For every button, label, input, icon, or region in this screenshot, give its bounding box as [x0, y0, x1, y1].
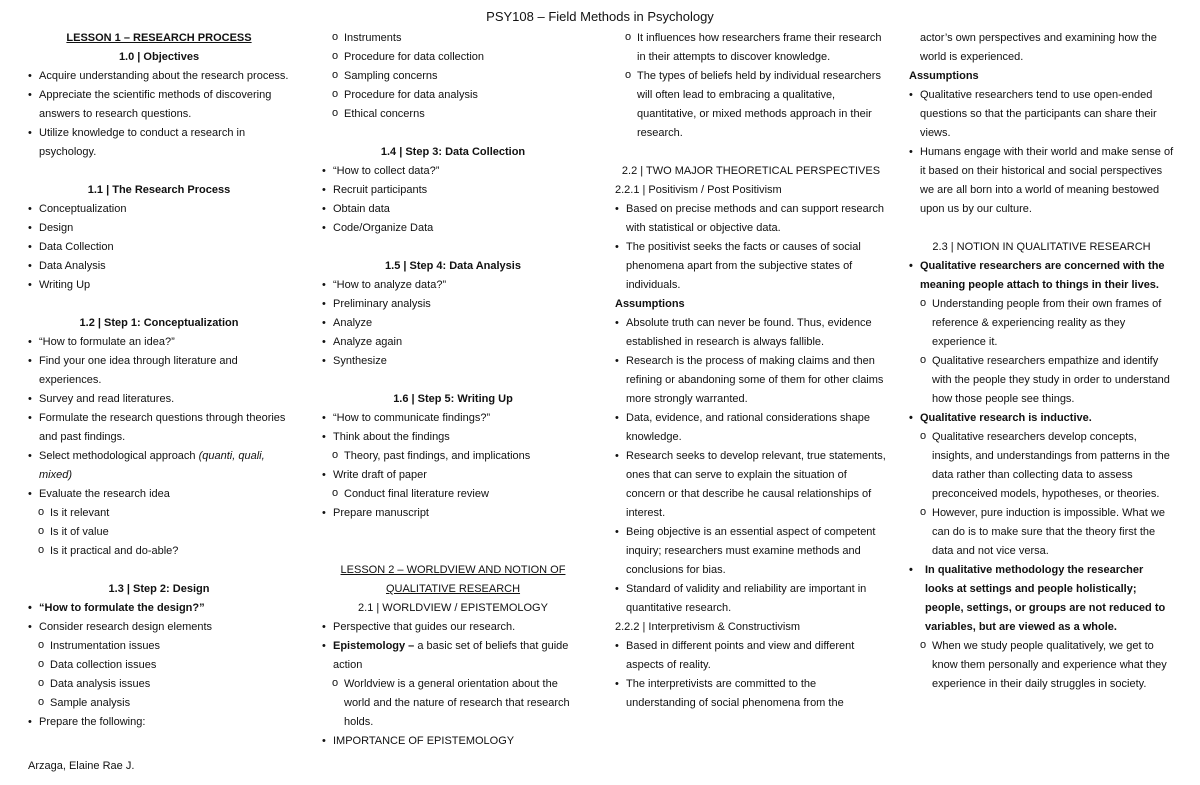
- sub-list-item: o It influences how researchers frame their research in their attempts to discover knowledge.: [615, 29, 887, 67]
- epistemology-sub-list: [615, 29, 887, 143]
- list-item: • The interpretivists are committed to the understanding of social phenomena from the: [615, 675, 887, 713]
- select-approach-text: Select methodological approach: [39, 450, 199, 462]
- sub-list-item: o Sample analysis: [28, 694, 290, 713]
- sub-list-item: o Instrumentation issues: [28, 637, 290, 656]
- column-1: [28, 29, 290, 732]
- list-item: • Absolute truth can never be found. Thus, evidence established in research is always fallible.: [615, 314, 887, 352]
- list-item: • Code/Organize Data: [322, 219, 584, 238]
- approach-types: (quanti, quali, mixed): [39, 450, 265, 481]
- author-name: Arzaga, Elaine Rae J.: [28, 760, 135, 772]
- section-1-0-heading: 1.0 | Objectives: [118, 51, 200, 63]
- section-1-1-heading: 1.1 | The Research Process: [87, 184, 231, 196]
- list-item: • Write draft of paper: [322, 466, 584, 485]
- process-list: [28, 200, 290, 295]
- worldview-list: [322, 618, 584, 751]
- sub-list-item: o When we study people qualitatively, we get to know them personally and experience what they experience in their daily struggles in society.: [920, 637, 1174, 694]
- list-item: • Consider research design elements: [28, 618, 290, 637]
- section-2-2-2-heading: 2.2.2 | Interpretivism & Constructivism: [615, 621, 801, 633]
- list-item: • Research is the process of making claims and then refining or abandoning some of them for other claims more strongly warranted.: [615, 352, 887, 409]
- list-item: • Recruit participants: [322, 181, 584, 200]
- list-item: • Analyze: [322, 314, 584, 333]
- sub-list-item: o Ethical concerns: [322, 105, 584, 124]
- list-item: • “How to analyze data?”: [322, 276, 584, 295]
- prepare-sub-list: [322, 29, 584, 124]
- list-item: • Analyze again: [322, 333, 584, 352]
- section-1-6-heading: 1.6 | Step 5: Writing Up: [393, 393, 513, 405]
- sub-list-item: o Is it relevant: [28, 504, 290, 523]
- list-item: • Prepare manuscript: [322, 504, 584, 523]
- sub-list-item: o Data analysis issues: [28, 675, 290, 694]
- sub-list-item: o Procedure for data analysis: [322, 86, 584, 105]
- list-item: • Based on precise methods and can support research with statistical or objective data.: [615, 200, 887, 238]
- epistemology-definition: a basic set of beliefs that guide action: [333, 640, 569, 671]
- qualitative-notion-list: [909, 257, 1174, 694]
- list-item: • Formulate the research questions through theories and past findings.: [28, 409, 290, 447]
- list-item: • Evaluate the research idea: [28, 485, 290, 504]
- sub-list-item: o Qualitative researchers empathize and identify with the people they study in order to understand how those people see things.: [920, 352, 1174, 409]
- lesson-1-heading: LESSON 1 – RESEARCH PROCESS: [66, 32, 252, 44]
- list-item: • Synthesize: [322, 352, 584, 371]
- list-item: • In qualitative methodology the researcher looks at settings and people holistically; people, settings, or groups are not reduced to variables, but are viewed as a whole.: [909, 561, 1174, 637]
- assumptions-heading: Assumptions: [909, 70, 979, 82]
- list-item: • “How to collect data?”: [322, 162, 584, 181]
- list-item: • Data Collection: [28, 238, 290, 257]
- conceptualization-list: [28, 333, 290, 561]
- list-item: • Based in different points and view and different aspects of reality.: [615, 637, 887, 675]
- list-item: • Find your one idea through literature and experiences.: [28, 352, 290, 390]
- list-item: • Design: [28, 219, 290, 238]
- section-2-3-heading: 2.3 | NOTION IN QUALITATIVE RESEARCH: [932, 241, 1151, 253]
- continued-text: actor’s own perspectives and examining how the world is experienced.: [920, 32, 1157, 63]
- sub-list-item: o Theory, past findings, and implications: [322, 447, 584, 466]
- column-2: [322, 29, 584, 751]
- positivism-list: [615, 200, 887, 295]
- list-item: • Humans engage with their world and make sense of it based on their historical and social perspectives we are all born into a world of meaning bestowed upon us by our culture.: [909, 143, 1174, 219]
- column-4: [909, 29, 1174, 694]
- sub-list-item: o Is it practical and do-able?: [28, 542, 290, 561]
- section-1-5-heading: 1.5 | Step 4: Data Analysis: [385, 260, 521, 272]
- positivism-assumptions-list: [615, 314, 887, 618]
- interpretivism-assumptions-list: [909, 86, 1174, 219]
- list-item: • Think about the findings: [322, 428, 584, 447]
- epistemology-term: Epistemology –: [333, 640, 418, 652]
- list-item: • Conceptualization: [28, 200, 290, 219]
- section-1-2-heading: 1.2 | Step 1: Conceptualization: [79, 317, 239, 329]
- interpretivism-list: [615, 637, 887, 713]
- list-item: • Prepare the following:: [28, 713, 290, 732]
- list-item: • IMPORTANCE OF EPISTEMOLOGY: [322, 732, 584, 751]
- list-item: • Acquire understanding about the research process.: [28, 67, 290, 86]
- collection-list: [322, 162, 584, 238]
- sub-list-item: o Worldview is a general orientation about the world and the nature of research that research holds.: [322, 675, 584, 732]
- list-item: • Qualitative research is inductive.: [909, 409, 1174, 428]
- writing-list: [322, 409, 584, 523]
- sub-list-item: o The types of beliefs held by individual researchers will often lead to embracing a qualitative, quantitative, or mixed methods approach in their research.: [615, 67, 887, 143]
- column-3: [615, 29, 887, 713]
- page-title: PSY108 – Field Methods in Psychology: [486, 9, 714, 24]
- list-item: • Research seeks to develop relevant, true statements, ones that can serve to explain the situation of concern or that describe he causal relationships of interest.: [615, 447, 887, 523]
- list-item: • Standard of validity and reliability are important in quantitative research.: [615, 580, 887, 618]
- sub-list-item: o Is it of value: [28, 523, 290, 542]
- list-item: • Being objective is an essential aspect of competent inquiry; researchers must examine methods and conclusions for bias.: [615, 523, 887, 580]
- list-item: • Qualitative researchers tend to use open-ended questions so that the participants can share their views.: [909, 86, 1174, 143]
- list-item: • Writing Up: [28, 276, 290, 295]
- list-item: • The positivist seeks the facts or causes of social phenomena apart from the subjective states of individuals.: [615, 238, 887, 295]
- design-list: [28, 599, 290, 732]
- section-2-2-1-heading: 2.2.1 | Positivism / Post Positivism: [615, 184, 782, 196]
- list-item: • “How to communicate findings?”: [322, 409, 584, 428]
- list-item: • Appreciate the scientific methods of discovering answers to research questions.: [28, 86, 290, 124]
- objectives-list: [28, 67, 290, 162]
- analysis-list: [322, 276, 584, 371]
- list-item: • Survey and read literatures.: [28, 390, 290, 409]
- list-item: • Qualitative researchers are concerned with the meaning people attach to things in their lives.: [909, 257, 1174, 295]
- list-item: • Data Analysis: [28, 257, 290, 276]
- list-item: • Perspective that guides our research.: [322, 618, 584, 637]
- list-item: [28, 447, 290, 485]
- sub-list-item: o Conduct final literature review: [322, 485, 584, 504]
- list-item: • “How to formulate the design?”: [28, 599, 290, 618]
- list-item: • “How to formulate an idea?”: [28, 333, 290, 352]
- section-2-1-heading: 2.1 | WORLDVIEW / EPISTEMOLOGY: [358, 602, 548, 614]
- section-1-4-heading: 1.4 | Step 3: Data Collection: [380, 146, 526, 158]
- list-item: [322, 637, 584, 675]
- sub-list-item: o Qualitative researchers develop concepts, insights, and understandings from patterns in the data rather than collecting data to assess preconceived models, hypotheses, or theories.: [920, 428, 1174, 504]
- lesson-2-heading: LESSON 2 – WORLDVIEW AND NOTION OF QUALITATIVE RESEARCH: [340, 564, 566, 595]
- list-item: • Data, evidence, and rational considerations shape knowledge.: [615, 409, 887, 447]
- sub-list-item: o Instruments: [322, 29, 584, 48]
- section-2-2-heading: 2.2 | TWO MAJOR THEORETICAL PERSPECTIVES: [621, 165, 881, 177]
- list-item: • Obtain data: [322, 200, 584, 219]
- list-item: • Utilize knowledge to conduct a research in psychology.: [28, 124, 290, 162]
- section-1-3-heading: 1.3 | Step 2: Design: [108, 583, 210, 595]
- sub-list-item: o Sampling concerns: [322, 67, 584, 86]
- sub-list-item: o Procedure for data collection: [322, 48, 584, 67]
- sub-list-item: o Understanding people from their own frames of reference & experiencing reality as they experience it.: [920, 295, 1174, 352]
- sub-list-item: o However, pure induction is impossible. What we can do is to make sure that the theory first the data and not vice versa.: [920, 504, 1174, 561]
- assumptions-heading: Assumptions: [615, 298, 685, 310]
- list-item: • Preliminary analysis: [322, 295, 584, 314]
- sub-list-item: o Data collection issues: [28, 656, 290, 675]
